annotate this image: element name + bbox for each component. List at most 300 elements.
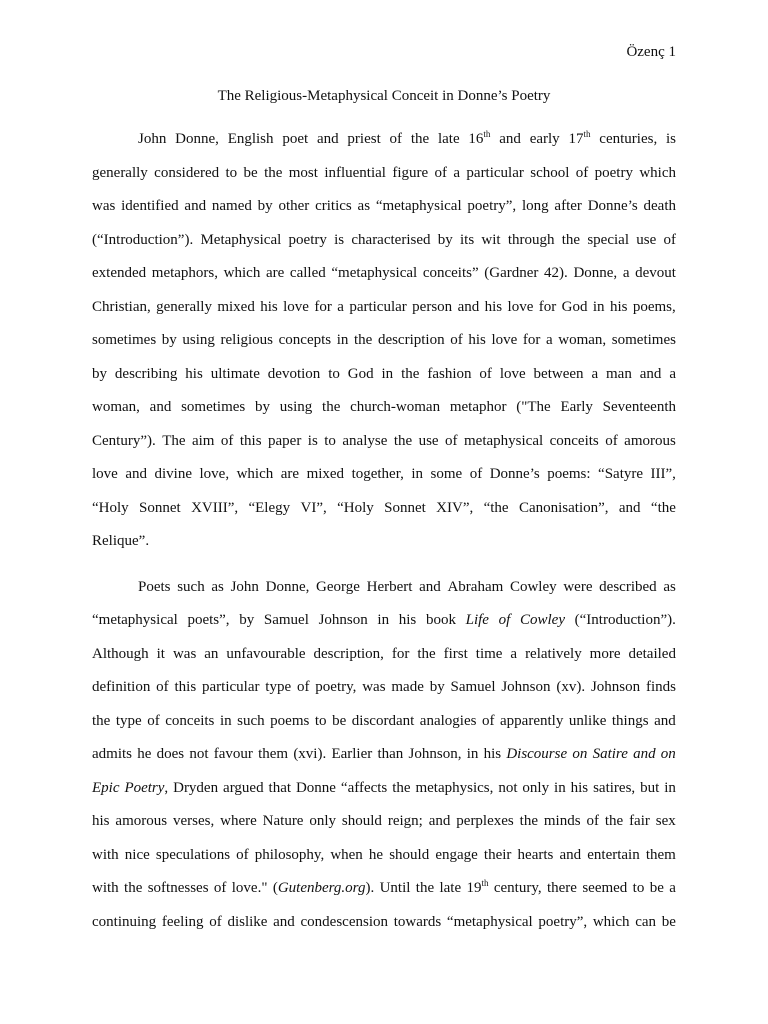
text-word: “Elegy [248, 499, 291, 516]
text-word: God [561, 298, 588, 315]
text-word: its [459, 231, 475, 248]
text-word: using [279, 399, 313, 415]
text-word: than [377, 746, 404, 762]
text-word: Cowley [519, 612, 565, 628]
text-word: are [265, 265, 285, 281]
text-word: described [599, 578, 657, 595]
text-word: divine [154, 466, 192, 482]
text-word: Sonnet [384, 499, 426, 516]
text-word: by [239, 612, 255, 628]
text-word: religious [220, 332, 274, 348]
text-word: priest [347, 131, 381, 147]
text-word: definition [92, 679, 151, 695]
text-word: “Holy [337, 499, 374, 516]
text-word: this [174, 679, 197, 695]
text-word: woman, [558, 332, 607, 348]
text-word: (xvi). [293, 746, 327, 762]
text-word: where [220, 813, 257, 829]
text-word: metaphysical [464, 432, 544, 449]
text-word: the [393, 432, 413, 449]
text-word: the [124, 880, 143, 896]
text-word: using [182, 332, 215, 348]
text-word: III”, [650, 466, 676, 482]
text-word: 16th [468, 129, 491, 147]
text-word: characterised [351, 231, 431, 248]
text-word: “the [650, 499, 676, 516]
text-word: of [575, 164, 589, 181]
text-word: perplexes [456, 813, 514, 829]
text-line [92, 778, 676, 812]
text-line [92, 129, 676, 163]
text-word: named [211, 198, 252, 214]
text-word: it [156, 645, 165, 662]
text-word: of [445, 432, 458, 449]
text-word: concepts [278, 332, 332, 348]
text-word: considered [154, 164, 220, 181]
text-word: “metaphysical [331, 265, 418, 281]
text-word: sometimes [181, 399, 246, 415]
text-word: Donne, [175, 131, 219, 147]
text-word: to [225, 164, 238, 181]
text-word: to [632, 880, 645, 896]
text-word: in [336, 332, 349, 348]
text-word: Early [560, 399, 593, 415]
text-word: which [592, 913, 630, 930]
text-word: on [572, 746, 588, 762]
text-word: Century”). [92, 432, 156, 449]
text-word: “Holy [92, 499, 129, 516]
text-word: a [453, 164, 461, 181]
text-word: the [354, 332, 373, 348]
text-word: through [507, 231, 555, 248]
text-word: with [92, 880, 119, 896]
text-word: paper [268, 432, 302, 449]
text-word: aim [191, 432, 215, 449]
text-word: by [161, 332, 177, 348]
text-word: critics [315, 198, 352, 214]
text-word: particular [349, 298, 407, 315]
text-word: hearts [517, 846, 554, 863]
text-word: Epic [92, 779, 120, 796]
text-word: Donne, [573, 265, 618, 281]
text-word: after [554, 198, 582, 214]
text-word: are [280, 466, 300, 482]
text-word: (xv). [556, 679, 586, 695]
text-word: detailed [628, 645, 676, 662]
text-word: and [125, 466, 147, 482]
text-word: death [643, 198, 676, 214]
text-word: poems [270, 712, 310, 729]
text-word: the [392, 779, 411, 796]
text-word: love [92, 466, 118, 482]
text-word: not [498, 779, 518, 796]
text-word: early [529, 131, 560, 147]
text-word: when [330, 846, 363, 863]
text-word: which [223, 265, 261, 281]
text-word: things [611, 712, 649, 729]
text-word: he [137, 746, 152, 762]
text-word: sometimes [92, 332, 157, 348]
text-line [92, 811, 676, 845]
text-word: made [391, 679, 424, 695]
text-word: more [589, 645, 621, 662]
text-word: “metaphysical [92, 612, 178, 628]
text-word: his [484, 298, 503, 315]
text-word: continuing [92, 913, 157, 930]
paragraph [92, 129, 676, 565]
text-word: poets”, [187, 612, 230, 628]
text-word: be [332, 712, 347, 729]
text-word: and [639, 365, 662, 382]
text-word: the [92, 712, 111, 729]
text-word: VI”, [300, 499, 327, 516]
text-word: and [633, 746, 656, 762]
text-word: Nature [262, 813, 304, 829]
text-line [92, 196, 676, 230]
text-line [92, 297, 676, 331]
text-word: metaphysics, [415, 779, 494, 796]
text-word: mixed [306, 466, 345, 482]
text-word: Canonisation”, [518, 499, 609, 516]
text-word: his [398, 612, 417, 628]
text-word: late [439, 880, 462, 896]
text-word: was [172, 645, 197, 662]
text-word: his [185, 365, 203, 382]
text-word: Christian, [92, 298, 151, 315]
text-word: unlike [568, 712, 607, 729]
text-word: “Satyre [598, 466, 644, 482]
text-word: reign; [387, 813, 423, 829]
text-word: Abraham [447, 578, 504, 595]
text-word: as [663, 578, 676, 595]
text-word: by [255, 399, 271, 415]
text-word: XIV”, [436, 499, 474, 516]
text-line [92, 912, 676, 946]
text-word: poetry [288, 231, 327, 248]
text-word: verses, [172, 813, 215, 829]
text-word: of [156, 679, 169, 695]
text-word: a [510, 645, 518, 662]
text-word: a [622, 265, 630, 281]
text-word: type [115, 712, 142, 729]
text-word: school [530, 164, 570, 181]
text-word: ultimate [210, 365, 260, 382]
text-word: Cowley [509, 578, 557, 595]
text-word: of [469, 466, 483, 482]
text-line [92, 431, 676, 465]
text-word: of [389, 131, 403, 147]
text-word: Johnson [318, 612, 368, 628]
text-word: his [92, 813, 110, 829]
text-word: admits [92, 746, 132, 762]
text-line [92, 744, 676, 778]
text-word: Seventeenth [602, 399, 676, 415]
text-word: his [260, 298, 278, 315]
text-word: and [184, 198, 207, 214]
text-word: Poets [138, 578, 171, 595]
text-word: a [545, 332, 553, 348]
text-word: century, [493, 880, 542, 896]
text-word: person [412, 298, 453, 315]
text-word: in [411, 466, 424, 482]
text-word: the [561, 231, 581, 248]
text-word: of [296, 679, 310, 695]
text-word: is [307, 432, 318, 449]
text-word: use [636, 231, 657, 248]
text-word: philosophy, [254, 846, 325, 863]
text-word: love [491, 332, 518, 348]
text-word: as [357, 198, 371, 214]
text-word: the [401, 365, 420, 382]
text-word: nice [124, 846, 150, 863]
text-word: fair [629, 813, 650, 829]
text-word: poetry”, [467, 198, 517, 214]
text-word: which [236, 466, 274, 482]
text-word: engage [435, 846, 478, 863]
text-word: finds [645, 679, 676, 695]
text-word: unfavourable [226, 645, 306, 662]
text-line [92, 498, 676, 532]
text-word: poetry”, [538, 913, 588, 930]
text-word: (Gardner [484, 265, 539, 281]
text-word: Relique”. [92, 533, 150, 549]
text-word: in [554, 779, 566, 796]
text-word: first [443, 645, 468, 662]
text-word: conceits” [422, 265, 479, 281]
text-word: of [498, 612, 511, 628]
text-word: be [243, 164, 258, 181]
text-line [92, 163, 676, 197]
text-word: and [618, 499, 641, 516]
text-word: sex [655, 813, 676, 829]
text-word: “metaphysical [375, 198, 462, 214]
text-word: and [428, 813, 451, 829]
text-word: Sonnet [139, 499, 181, 516]
text-word: can [635, 913, 657, 930]
text-word: wit [481, 231, 501, 248]
text-word: Johnson [501, 679, 551, 695]
text-word: but [640, 779, 660, 796]
text-word: devotion [267, 365, 321, 382]
text-word: analyse [342, 432, 388, 449]
text-word: and [457, 298, 480, 315]
text-word: in [219, 712, 232, 729]
text-word: the [264, 164, 283, 181]
text-word: with [92, 846, 119, 863]
text-line [92, 845, 676, 879]
text-word: Earlier [331, 746, 373, 762]
text-word: of [434, 164, 448, 181]
text-word: a [669, 365, 676, 382]
text-word: late [437, 131, 460, 147]
text-word: that [268, 779, 292, 796]
text-word: the [519, 813, 538, 829]
text-word: argued [223, 779, 264, 796]
text-word: only [309, 813, 337, 829]
text-word: and [149, 399, 172, 415]
text-word: John [138, 131, 167, 147]
text-word: of [479, 365, 492, 382]
text-word: of [209, 913, 222, 930]
text-word: love [283, 298, 309, 315]
text-word: is [334, 231, 345, 248]
text-word: centuries, [599, 131, 658, 147]
text-word: of [213, 880, 227, 896]
text-word: book [425, 612, 456, 628]
text-word: 19th [466, 878, 489, 896]
text-word: which [639, 164, 676, 181]
text-word: such [177, 578, 205, 595]
text-word: God [347, 365, 374, 382]
text-word: an [204, 645, 219, 662]
text-word: Poetry, [124, 779, 169, 796]
page-title: The Religious-Metaphysical Conceit in Donne’s Poetry [217, 88, 551, 104]
text-word: be [661, 913, 676, 930]
text-word: and [559, 846, 582, 863]
text-word: most [288, 164, 318, 181]
text-word: on [660, 746, 676, 762]
text-line [92, 230, 676, 264]
text-word: particular [202, 679, 260, 695]
text-word: should [341, 813, 382, 829]
text-word: Donne’s [489, 466, 540, 482]
text-word: a [669, 880, 676, 896]
text-word: man [606, 365, 632, 382]
text-word: in [592, 298, 605, 315]
text-word: special [587, 231, 629, 248]
text-word: his [570, 779, 589, 796]
text-word: not [189, 746, 209, 762]
text-word: should [389, 846, 430, 863]
text-word: extended [92, 265, 147, 281]
text-word: together, [351, 466, 404, 482]
text-word: Samuel [450, 679, 496, 695]
text-word: dislike [227, 913, 268, 930]
text-word: “the [483, 499, 509, 516]
text-word: called [289, 265, 326, 281]
text-word: was [362, 679, 386, 695]
text-word: his [483, 746, 502, 762]
text-word: of [450, 332, 463, 348]
text-word: type [265, 679, 292, 695]
text-word: entertain [587, 846, 640, 863]
text-word: some [430, 466, 463, 482]
text-word: by [92, 365, 107, 382]
text-word: does [156, 746, 185, 762]
text-word: of [220, 432, 234, 449]
text-word: devout [635, 265, 676, 281]
text-line [92, 531, 676, 565]
text-word: The [162, 432, 186, 449]
text-word: discordant [351, 712, 415, 729]
text-word: figure [392, 164, 429, 181]
text-line [92, 263, 676, 297]
text-word: generally [156, 298, 212, 315]
text-word: analogies [419, 712, 477, 729]
text-word: their [483, 846, 512, 863]
text-word: his [609, 298, 628, 315]
text-word: them [645, 846, 676, 863]
text-word: were [563, 578, 593, 595]
text-word: for [391, 645, 410, 662]
text-word: in [377, 612, 390, 628]
text-word: English [227, 131, 274, 147]
text-word: woman, [92, 399, 140, 415]
text-word: “affects [340, 779, 388, 796]
text-word: love [499, 365, 526, 382]
text-word: by [429, 679, 445, 695]
text-word: identified [121, 198, 179, 214]
text-word: love, [199, 466, 230, 482]
text-line [92, 711, 676, 745]
text-word: Johnson, [408, 746, 462, 762]
text-word: Samuel [263, 612, 309, 628]
text-word: other [278, 198, 310, 214]
text-word: influential [324, 164, 386, 181]
text-word: particular [466, 164, 524, 181]
text-word: time [475, 645, 503, 662]
text-word: Donne’s [587, 198, 638, 214]
paragraph [92, 577, 676, 946]
text-word: to [314, 712, 327, 729]
text-word: use [418, 432, 439, 449]
text-word: Satire [592, 746, 628, 762]
text-word: a [591, 365, 599, 382]
text-word: to [324, 432, 336, 449]
text-word: description, [313, 645, 384, 662]
text-word: poetry [594, 164, 633, 181]
text-word: the [322, 399, 341, 415]
text-word: of [663, 231, 676, 248]
text-word: for [314, 298, 332, 315]
text-word: and [654, 712, 676, 729]
text-word: as [211, 578, 224, 595]
text-word: he [368, 846, 384, 863]
text-word: condescension [300, 913, 388, 930]
text-word: love." [231, 880, 268, 896]
text-word: describing [114, 365, 178, 382]
text-line [92, 577, 676, 611]
text-word: to [328, 365, 340, 382]
text-word: in [381, 365, 394, 382]
text-word: Johnson [590, 679, 641, 695]
text-word: amorous [115, 813, 168, 829]
text-word: (“Introduction”). [574, 612, 676, 628]
text-word: and [273, 913, 295, 930]
text-word: satires, [593, 779, 636, 796]
text-word: amorous [624, 432, 676, 449]
text-word: Donne [295, 779, 336, 796]
text-word: and [499, 131, 521, 147]
text-word: in [664, 779, 676, 796]
text-word: by [437, 231, 453, 248]
text-word: George [316, 578, 360, 595]
text-word: was [92, 198, 116, 214]
text-word: the [415, 880, 435, 896]
text-word: description [377, 332, 445, 348]
text-word: fashion [427, 365, 472, 382]
text-word: favour [213, 746, 253, 762]
text-word: Until [379, 880, 411, 896]
page-header: Özenç 1 [626, 44, 676, 60]
text-word: (Gutenberg.org). [272, 880, 375, 896]
text-word: John [230, 578, 259, 595]
text-word: “metaphysical [446, 913, 533, 930]
text-word: the [417, 645, 436, 662]
text-word: speculations [155, 846, 231, 863]
text-word: for [522, 332, 541, 348]
text-word: Discourse [506, 746, 568, 762]
